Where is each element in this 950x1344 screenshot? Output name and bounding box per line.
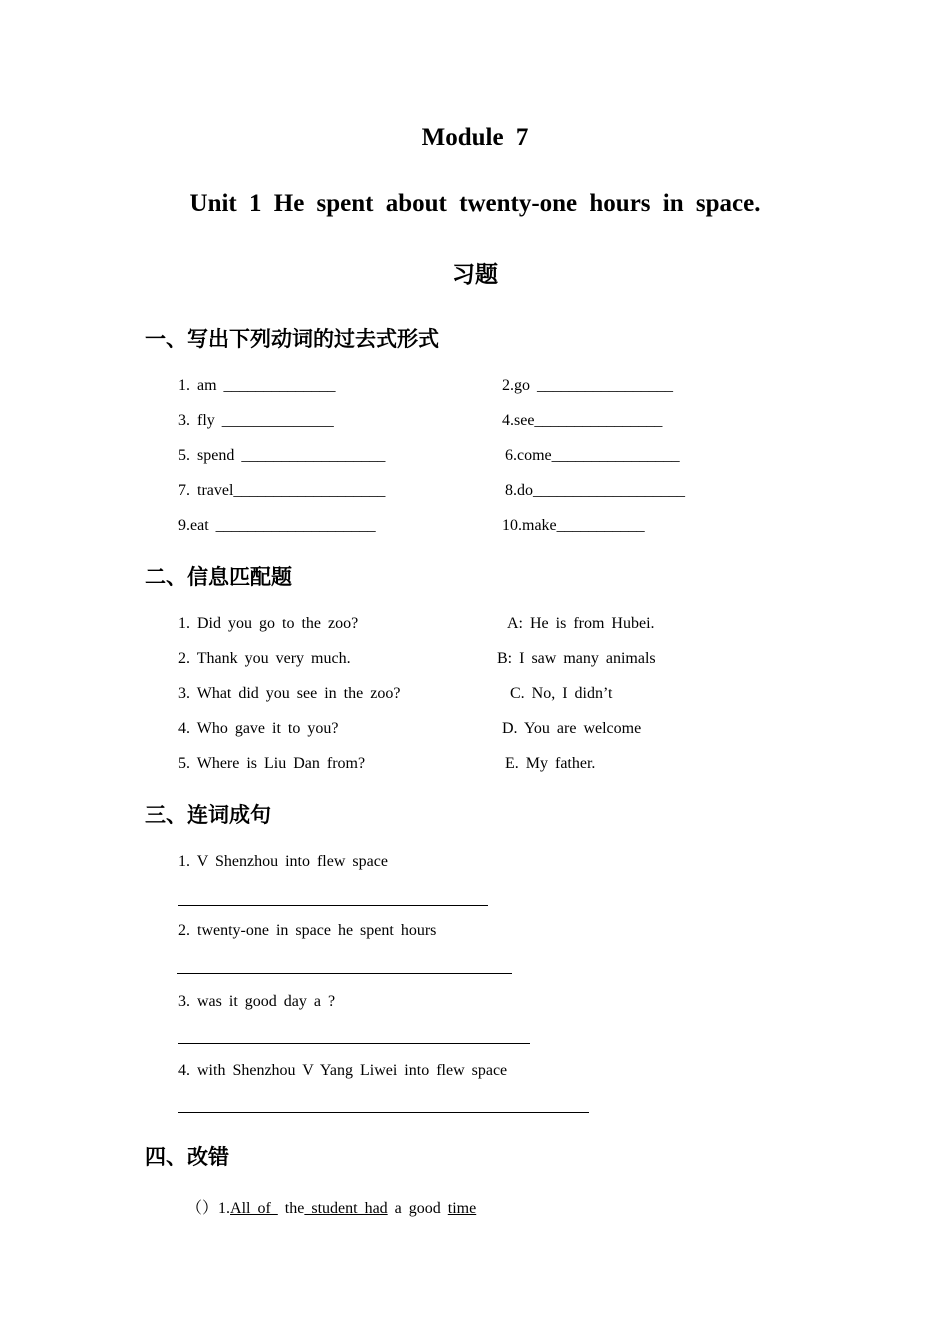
underlined-part-a: All of <box>230 1200 278 1217</box>
match-answer: C. No, I didn’t <box>510 685 613 702</box>
verb-item: 7. travel___________________ <box>178 482 386 499</box>
match-question: 1. Did you go to the zoo? <box>178 615 359 632</box>
module-title: Module 7 <box>421 124 529 151</box>
sentence-item: 3. was it good day a ? <box>178 993 336 1010</box>
exercise-title: 习题 <box>452 262 498 288</box>
plain-part: the <box>277 1200 305 1217</box>
sentence-item: 2. twenty-one in space he spent hours <box>178 922 437 939</box>
answer-line[interactable] <box>178 1043 530 1044</box>
match-answer: A: He is from Hubei. <box>507 615 655 632</box>
verb-item: 5. spend __________________ <box>178 447 386 464</box>
section-2-heading: 二、信息匹配题 <box>145 565 292 589</box>
match-answer: E. My father. <box>505 755 596 772</box>
match-question: 3. What did you see in the zoo? <box>178 685 401 702</box>
match-question: 2. Thank you very much. <box>178 650 351 667</box>
verb-item: 8.do___________________ <box>505 482 685 499</box>
answer-line[interactable] <box>178 905 488 906</box>
answer-line[interactable] <box>178 1112 589 1113</box>
sentence-item: 1. V Shenzhou into flew space <box>178 853 388 870</box>
section-4-heading: 四、改错 <box>145 1145 229 1169</box>
section-3-heading: 三、连词成句 <box>145 803 271 827</box>
verb-item: 9.eat ____________________ <box>178 517 376 534</box>
verb-item: 6.come________________ <box>505 447 680 464</box>
plain-part: a good <box>387 1200 448 1217</box>
sentence-item: 4. with Shenzhou V Yang Liwei into flew space <box>178 1062 508 1079</box>
underlined-part-b: student had <box>304 1200 388 1217</box>
paren-number: （）1. <box>186 1200 231 1217</box>
answer-line[interactable] <box>177 973 512 974</box>
match-question: 4. Who gave it to you? <box>178 720 339 737</box>
verb-item: 4.see________________ <box>502 412 663 429</box>
correction-item <box>186 1195 476 1218</box>
section-1-heading: 一、写出下列动词的过去式形式 <box>145 327 439 351</box>
verb-item: 3. fly ______________ <box>178 412 334 429</box>
match-question: 5. Where is Liu Dan from? <box>178 755 366 772</box>
verb-item: 1. am ______________ <box>178 377 336 394</box>
unit-title: Unit 1 He spent about twenty-one hours in space. <box>189 190 761 217</box>
verb-item: 10.make___________ <box>502 517 645 534</box>
verb-item: 2.go _________________ <box>502 377 673 394</box>
match-answer: B: I saw many animals <box>497 650 656 667</box>
underlined-part-c: time <box>447 1200 477 1217</box>
match-answer: D. You are welcome <box>502 720 642 737</box>
